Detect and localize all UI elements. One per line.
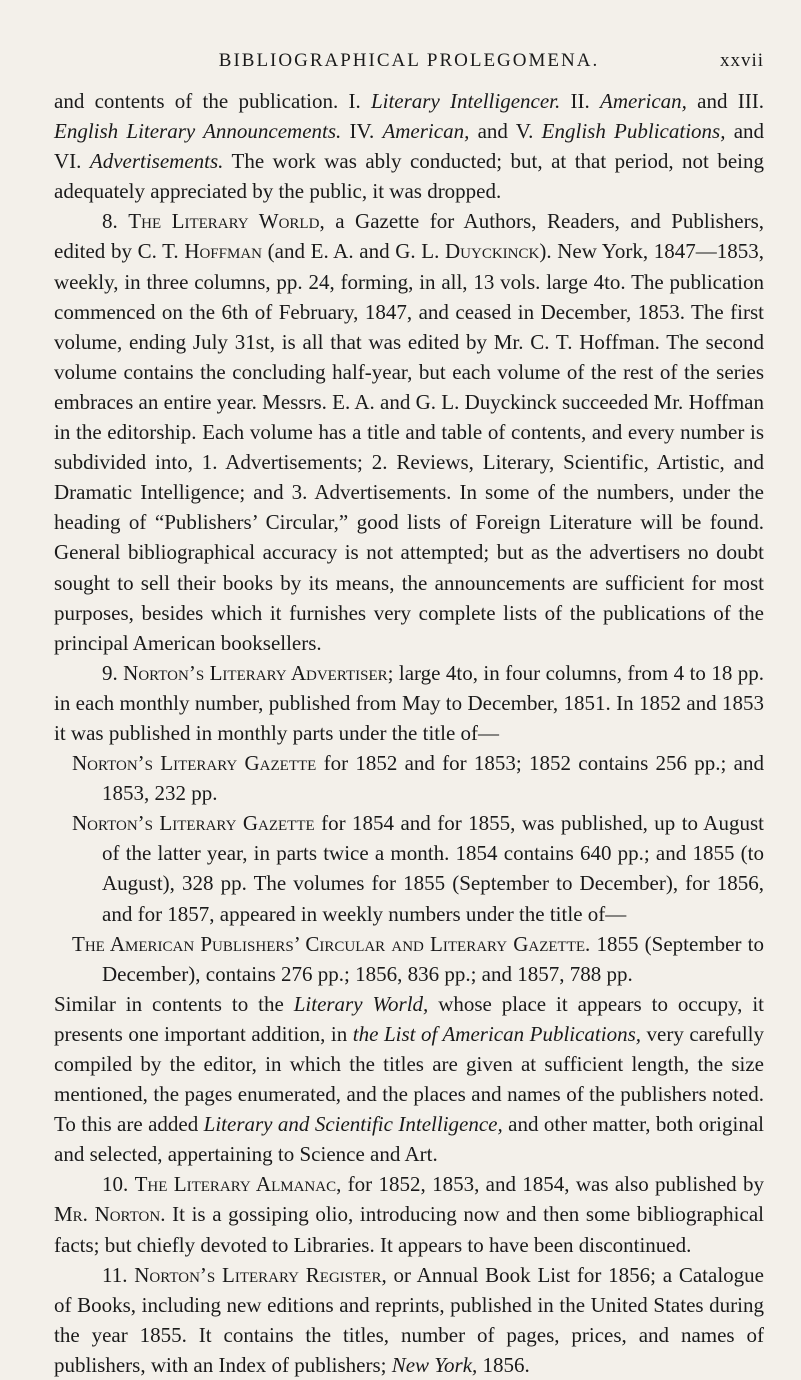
paragraph-continuation: and contents of the publication. I. Literary Intelligencer. II. American, and III. English Literary Announcements. IV. American, and V. English Publications, and VI. Advertisements. The work was ably conducted; but, at that period, not being adequately appreciated by the public, it was dropped.	[54, 89, 765, 204]
entry-literary-world: 8. The Literary World, a Gazette for Authors, Readers, and Publishers, edited by C. T. Hoffman (and E. A. and G. L. Duyckinck). New York, 1847—1853, weekly, in three columns, pp. 24, forming, in all, 13 vols. large 4to. The publication commenced on the 6th of February, 1847, and ceased in December, 1853. The first volume, ending July 31st, is all that was edited by Mr. C. T. Hoffman. The second volume contains the concluding half-year, but each volume of the rest of the series embraces an entire year. Messrs. E. A. and G. L. Duyckinck succeeded Mr. Hoffman in the editorship. Each volume has a title and table of contents, and every number is subdivided into, 1. Advertisements; 2. Reviews, Literary, Scientific, Artistic, and Dramatic Intelligence; and 3. Advertisements. In some of the numbers, under the heading of “Publishers’ Circular,” good lists of Foreign Literature will be found. General bibliographical accuracy is not attempted; but as the advertisers no doubt sought to sell their books by its means, the announcements are sufficient for most purposes, besides which it furnishes very complete lists of the publications of the principal American booksellers.	[54, 209, 765, 655]
paragraph-similar-contents: Similar in contents to the Literary World, whose place it appears to occupy, it presents one important addition, in the List of American Publications, very carefully compiled by the editor, in which the titles are given at sufficient length, the size mentioned, the pages enumerated, and the places and names of the publishers noted. To this are added Literary and Scientific Intelligence, and other matter, both original and selected, appertaining to Science and Art.	[54, 991, 765, 1167]
entry-literary-register: 11. Norton’s Literary Register, or Annual Book List for 1856; a Catalogue of Books, including new editions and reprints, published in the United States during the year 1855. It contains the titles, number of pages, prices, and names of publishers, with an Index of publishers; New York, 1856.	[54, 1262, 764, 1377]
entry-literary-gazette-1854: Norton’s Literary Gazette for 1854 and for 1855, was published, up to August of the latter year, in parts twice a month. 1854 contains 640 pp.; and 1855 (to August), 328 pp. The volumes for 1855 (September to December), for 1856, and for 1857, appeared in weekly numbers under the title of—	[72, 811, 764, 926]
entry-literary-almanac: 10. The Literary Almanac, for 1852, 1853, and 1854, was also published by Mr. Norton. It is a gossiping olio, introducing now and then some bibliographical facts; but chiefly devoted to Libraries. It appears to have been discontinued.	[54, 1172, 765, 1257]
book-page	[54, 46, 764, 1380]
page-number: xxvii	[719, 50, 764, 71]
running-title: BIBLIOGRAPHICAL PROLEGOMENA.	[218, 50, 600, 71]
running-header	[54, 46, 764, 86]
entry-nortons-literary-advertiser: 9. Norton’s Literary Advertiser; large 4to, in four columns, from 4 to 18 pp. in each monthly number, published from May to December, 1851. In 1852 and 1853 it was published in monthly parts under the title of—	[54, 660, 764, 745]
entry-publishers-circular: The American Publishers’ Circular and Literary Gazette. 1855 (September to December), contains 276 pp.; 1856, 836 pp.; and 1857, 788 pp.	[72, 931, 764, 986]
entry-literary-gazette-1852: Norton’s Literary Gazette for 1852 and for 1853; 1852 contains 256 pp.; and 1853, 232 pp.	[72, 751, 764, 806]
